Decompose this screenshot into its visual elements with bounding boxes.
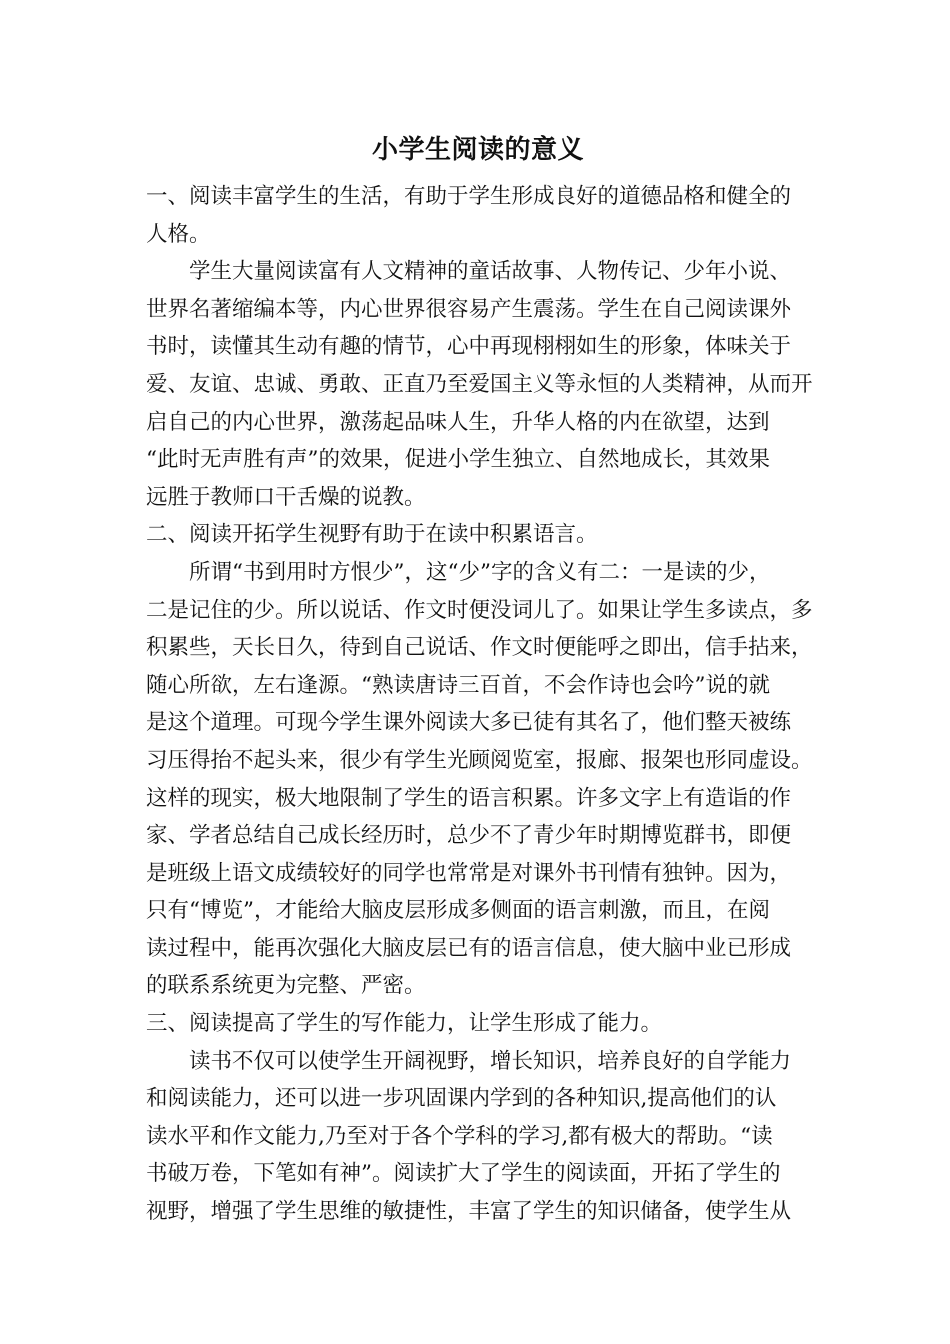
page-title: 小学生阅读的意义 [371,135,584,165]
paragraph-line: 习压得抬不起头来，很少有学生光顾阅览室，报廊、报架也形同虚设。 [146,747,813,773]
paragraph-line: 是班级上语文成绩较好的同学也常常是对课外书刊情有独钟。因为， [146,860,792,886]
paragraph-line: 远胜于教师口干舌燥的说教。 [146,484,426,510]
paragraph-line: 书时，读懂其生动有趣的情节，心中再现栩栩如生的形象，体味关于 [146,334,792,360]
heading-1-line: 一、阅读丰富学生的生活，有助于学生形成良好的道德品格和健全的 [146,184,792,209]
paragraph-line: 学生大量阅读富有人文精神的童话故事、人物传记、少年小说、 [189,259,792,285]
paragraph-line: 随心所欲，左右逢源。“熟读唐诗三百首，不会作诗也会吟”说的就 [146,672,770,698]
paragraph-line: 的联系系统更为完整、严密。 [146,973,426,999]
paragraph-line: 积累些，天长日久，待到自己说话、作文时便能呼之即出，信手拈来， [146,635,813,661]
heading-2-line: 二、阅读开拓学生视野有助于在读中积累语言。 [146,522,598,548]
paragraph-line: 只有“博览”，才能给大脑皮层形成多侧面的语言刺激，而且，在阅 [146,898,770,924]
paragraph-line: 读过程中，能再次强化大脑皮层已有的语言信息，使大脑中业已形成 [146,935,792,961]
heading-3-line: 三、阅读提高了学生的写作能力，让学生形成了能力。 [146,1011,663,1037]
paragraph-line: 启自己的内心世界，激荡起品味人生，升华人格的内在欲望，达到 [146,409,770,435]
paragraph-line: 所谓“书到用时方恨少”，这“少”字的含义有二：一是读的少， [189,559,771,585]
paragraph-line: 是这个道理。可现今学生课外阅读大多已徒有其名了，他们整天被练 [146,710,792,736]
paragraph-line: 和阅读能力，还可以进一步巩固课内学到的各种知识,提高他们的认 [146,1086,777,1112]
paragraph-line: 读水平和作文能力,乃至对于各个学科的学习,都有极大的帮助。“读 [146,1123,773,1149]
paragraph-line: 二是记住的少。所以说话、作文时便没词儿了。如果让学生多读点，多 [146,597,813,623]
paragraph-line: 世界名著缩编本等，内心世界很容易产生震荡。学生在自己阅读课外 [146,296,792,322]
document-page [146,130,813,1231]
paragraph-line: 家、学者总结自己成长经历时，总少不了青少年时期博览群书，即便 [146,823,792,849]
heading-1-line: 人格。 [146,221,211,247]
paragraph-line: “此时无声胜有声”的效果，促进小学生独立、自然地成长，其效果 [146,447,770,473]
paragraph-line: 爱、友谊、忠诚、勇敢、正直乃至爱国主义等永恒的人类精神，从而开 [146,371,813,397]
paragraph-line: 视野，增强了学生思维的敏捷性，丰富了学生的知识储备，使学生从 [146,1199,792,1225]
paragraph-line: 这样的现实，极大地限制了学生的语言积累。许多文字上有造诣的作 [146,785,792,811]
paragraph-line: 读书不仅可以使学生开阔视野，增长知识，培养良好的自学能力 [189,1048,792,1074]
paragraph-line: 书破万卷，下笔如有神”。阅读扩大了学生的阅读面，开拓了学生的 [146,1161,781,1187]
